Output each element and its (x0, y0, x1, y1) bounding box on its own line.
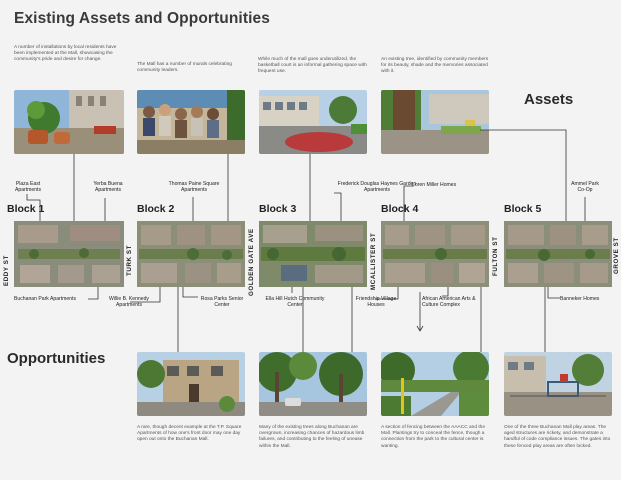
opportunities-heading: Opportunities (7, 350, 106, 367)
photo-trees (259, 352, 367, 416)
caption-trees: Many of the existing trees along Buchanan are overgrown, increasing chances of hazardous limb failures, and contributing to the feeling of unease within the Mall. (259, 425, 365, 449)
label-ammel-park: Ammel Park Co-Op (571, 181, 599, 194)
aerial-block-3 (259, 221, 367, 287)
label-rosa-parks: Rosa Parks Senior Center (200, 296, 244, 309)
street-turk: TURK ST (126, 244, 133, 276)
label-ella-hill: Ella Hill Hutch Community Center (265, 296, 325, 309)
label-buchanan-park: Buchanan Park Apartments (14, 296, 77, 302)
block-label-4: Block 4 (381, 203, 419, 215)
label-plaza-east: Plaza East Apartments (14, 181, 42, 194)
street-eddy: EDDY ST (3, 255, 10, 286)
block-label-5: Block 5 (504, 203, 542, 215)
street-mcallister: MCALLISTER ST (370, 232, 377, 290)
caption-murals: The Mall has a number of murals celebrating community leaders. (137, 62, 232, 74)
label-frederick-douglas: Frederick Douglas Haynes Garden Apartments (337, 181, 417, 194)
aerial-block-1 (14, 221, 124, 287)
page-title: Existing Assets and Opportunities (14, 10, 270, 27)
aerial-block-2 (137, 221, 245, 287)
photo-tp-square (137, 352, 245, 416)
street-fulton: FULTON ST (492, 236, 499, 276)
label-thomas-paine: Thomas Paine Square Apartments (168, 181, 220, 194)
block-label-1: Block 1 (7, 203, 45, 215)
caption-play-area: One of the three Buchanan Mall play areas. The aged structures are rickety, and demonstrate a handful of code compliance issues. The gates into these fenced play areas are often locked. (504, 425, 611, 449)
aerial-block-4 (381, 221, 489, 287)
photo-play-area (504, 352, 612, 416)
label-friendship: Friendship Village Houses (355, 296, 397, 309)
caption-tree: An existing tree, identified by community members for its beauty, shade and the memories associated with it. (381, 57, 489, 75)
label-african-american: African American Arts & Culture Complex (422, 296, 476, 309)
label-banneker: Banneker Homes (560, 296, 600, 302)
street-golden-gate: GOLDEN GATE AVE (248, 228, 255, 296)
label-yerba-buena: Yerba Buena Apartments (93, 181, 123, 194)
label-willie-kennedy: Willie B. Kennedy Apartments (109, 296, 149, 309)
label-loren-miller: Loren Miller Homes (412, 182, 457, 188)
block-label-2: Block 2 (137, 203, 175, 215)
aerial-block-5 (504, 221, 612, 287)
caption-basketball: While much of the mall goes underutilized, the basketball court is an informal gathering space with frequent use. (258, 57, 367, 75)
photo-fencing (381, 352, 489, 416)
caption-fencing: A section of fencing between the AAACC and the Mall. Plantings try to conceal the fence, though a connection from the park to the cultural center is wanting. (381, 425, 486, 449)
caption-tp-square: A rare, though decent example at the T.P. Square Apartments of how one's front door may one day open out onto the Buchanan Mall. (137, 425, 242, 443)
caption-installations: A number of installations by local residents have been implemented at the Mall, showcasing the community's pride and desire for change. (14, 45, 117, 63)
assets-heading: Assets (524, 91, 574, 108)
street-grove: GROVE ST (613, 237, 620, 274)
block-label-3: Block 3 (259, 203, 297, 215)
